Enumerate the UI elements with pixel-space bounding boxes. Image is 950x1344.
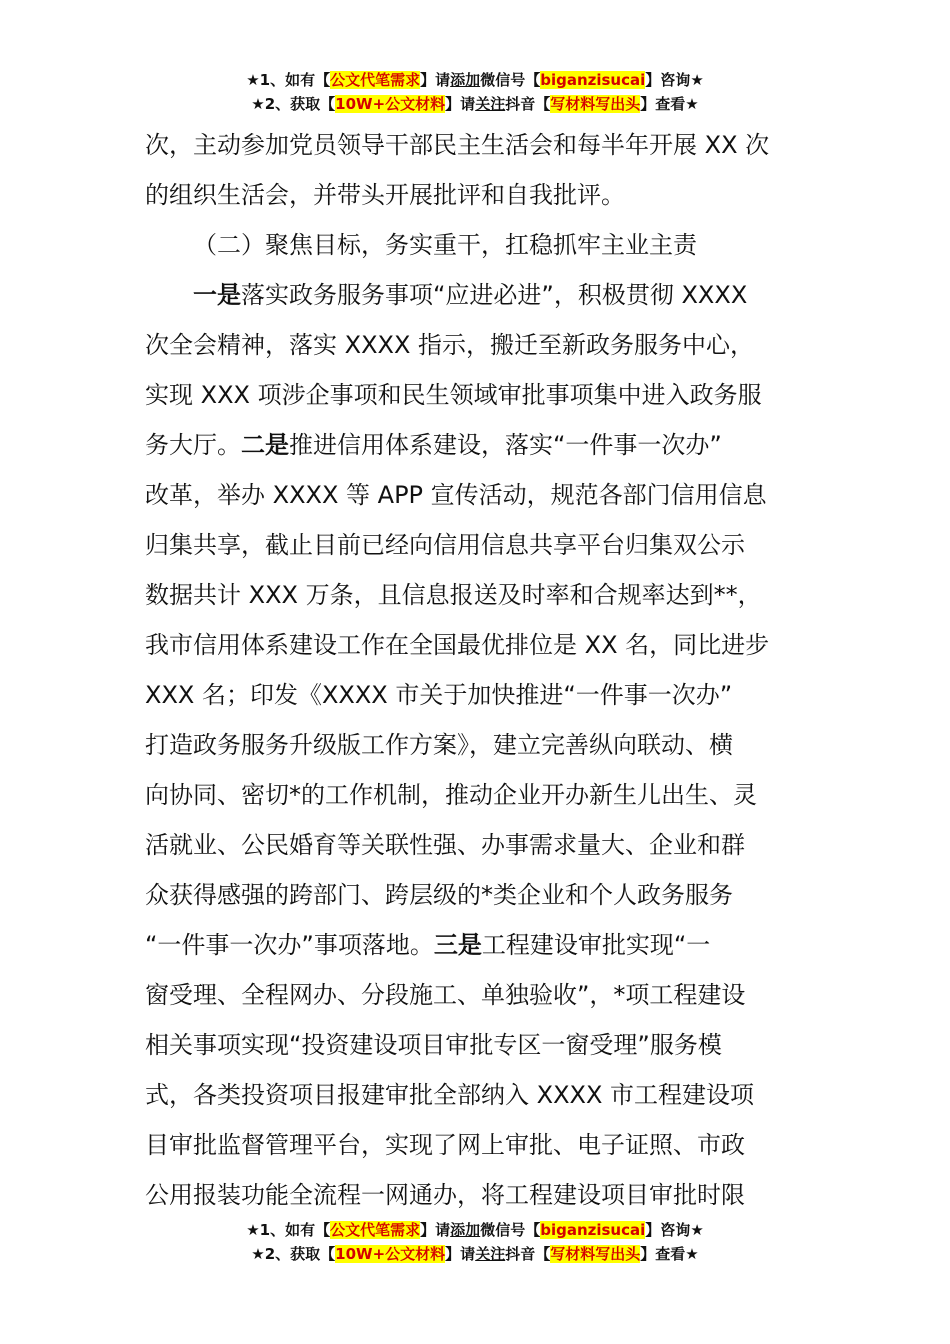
footer-banner-line-1 xyxy=(0,1218,950,1242)
header-banner-line-2 xyxy=(0,92,950,116)
body-line: 目审批监督管理平台，实现了网上审批、电子证照、市政 xyxy=(145,1131,745,1159)
footer-banner xyxy=(0,1218,950,1266)
bracket-right: 】 xyxy=(420,1221,436,1239)
body-line: 数据共计 XXX 万条，且信息报送及时率和合规率达到**， xyxy=(145,581,762,609)
body-line: 改革，举办 XXXX 等 APP 宣传活动，规范各部门信用信息 xyxy=(145,481,767,509)
body-line: 公用报装功能全流程一网通办，将工程建设项目审批时限 xyxy=(145,1181,745,1209)
body-line: 实现 XXX 项涉企事项和民生领域审批事项集中进入政务服 xyxy=(145,381,762,409)
highlight-douyin-account: 写材料写出头 xyxy=(550,95,641,113)
banner-suffix: 查看 xyxy=(655,1245,686,1263)
star-icon: ★ xyxy=(246,1221,260,1239)
body-line: 相关事项实现“投资建设项目审批专区一窗受理”服务模 xyxy=(145,1031,722,1059)
body-line: 归集共享，截止目前已经向信用信息共享平台归集双公示 xyxy=(145,531,745,559)
body-text: 工程建设审批实现“一 xyxy=(481,931,711,959)
banner-prefix: 2、获取 xyxy=(264,1245,321,1263)
highlight-wechat-id: biganzisucai xyxy=(540,71,646,89)
header-banner-line-1 xyxy=(0,68,950,92)
bracket-right: 】 xyxy=(445,95,461,113)
body-line: XXX 名；印发《XXXX 市关于加快推进“一件事一次办” xyxy=(145,681,733,709)
highlight-wechat-id: biganzisucai xyxy=(540,1221,646,1239)
highlight-douyin-account: 写材料写出头 xyxy=(550,1245,641,1263)
banner-text: 请 xyxy=(460,95,476,113)
banner-text: 请 xyxy=(435,1221,451,1239)
banner-text: 请 xyxy=(460,1245,476,1263)
bracket-left: 【 xyxy=(315,71,331,89)
bracket-right: 】 xyxy=(645,71,661,89)
star-icon: ★ xyxy=(685,95,699,113)
body-text: 务大厅。 xyxy=(145,431,241,459)
footer-banner-line-2 xyxy=(0,1242,950,1266)
bracket-left: 【 xyxy=(320,95,336,113)
banner-suffix: 查看 xyxy=(655,95,686,113)
body-line: 次，主动参加党员领导干部民主生活会和每半年开展 XX 次 xyxy=(145,131,770,159)
body-line: 活就业、公民婚育等关联性强、办事需求量大、企业和群 xyxy=(145,831,745,859)
item-marker: 一是 xyxy=(193,281,241,309)
body-line: 的组织生活会，并带头开展批评和自我批评。 xyxy=(145,181,625,209)
banner-text: 抖音 xyxy=(505,1245,536,1263)
star-icon: ★ xyxy=(685,1245,699,1263)
bracket-left: 【 xyxy=(525,71,541,89)
bracket-right: 】 xyxy=(640,95,656,113)
banner-suffix: 咨询 xyxy=(660,71,691,89)
body-line: 窗受理、全程网办、分段施工、单独验收”，*项工程建设 xyxy=(145,981,746,1009)
highlight-materials: 10W+公文材料 xyxy=(335,1245,446,1263)
body-text: 推进信用体系建设，落实“一件事一次办” xyxy=(289,431,722,459)
body-line xyxy=(145,930,710,960)
star-icon: ★ xyxy=(690,1221,704,1239)
banner-prefix: 1、如有 xyxy=(259,1221,316,1239)
banner-prefix: 1、如有 xyxy=(259,71,316,89)
bracket-right: 】 xyxy=(640,1245,656,1263)
body-text: “一件事一次办”事项落地。 xyxy=(145,931,434,959)
body-line: 次全会精神，落实 XXXX 指示，搬迁至新政务服务中心， xyxy=(145,331,755,359)
bracket-left: 【 xyxy=(320,1245,336,1263)
body-line: 式，各类投资项目报建审批全部纳入 XXXX 市工程建设项 xyxy=(145,1081,755,1109)
bracket-left: 【 xyxy=(535,95,551,113)
star-icon: ★ xyxy=(246,71,260,89)
body-line xyxy=(145,430,722,460)
bracket-right: 】 xyxy=(445,1245,461,1263)
body-text: 落实政务服务事项“应进必进”，积极贯彻 XXXX xyxy=(241,281,748,309)
banner-text: 微信号 xyxy=(480,71,526,89)
body-line: 打造政务服务升级版工作方案》，建立完善纵向联动、横 xyxy=(145,731,733,759)
bracket-left: 【 xyxy=(535,1245,551,1263)
bracket-right: 】 xyxy=(420,71,436,89)
banner-underlined: 关注 xyxy=(475,1245,506,1263)
banner-underlined: 添加 xyxy=(450,1221,481,1239)
bracket-left: 【 xyxy=(525,1221,541,1239)
banner-text: 微信号 xyxy=(480,1221,526,1239)
banner-prefix: 2、获取 xyxy=(264,95,321,113)
header-banner xyxy=(0,68,950,116)
star-icon: ★ xyxy=(251,95,265,113)
banner-suffix: 咨询 xyxy=(660,1221,691,1239)
section-heading: （二）聚焦目标，务实重干，扛稳抓牢主业主责 xyxy=(193,231,697,259)
item-marker: 二是 xyxy=(241,431,289,459)
bracket-left: 【 xyxy=(315,1221,331,1239)
banner-text: 抖音 xyxy=(505,95,536,113)
highlight-service: 公文代笔需求 xyxy=(330,1221,421,1239)
bracket-right: 】 xyxy=(645,1221,661,1239)
highlight-service: 公文代笔需求 xyxy=(330,71,421,89)
item-marker: 三是 xyxy=(433,931,482,959)
body-line: 我市信用体系建设工作在全国最优排位是 XX 名，同比进步 xyxy=(145,631,770,659)
highlight-materials: 10W+公文材料 xyxy=(335,95,446,113)
body-line xyxy=(193,280,747,310)
banner-text: 请 xyxy=(435,71,451,89)
body-line: 向协同、密切*的工作机制，推动企业开办新生儿出生、灵 xyxy=(145,781,757,809)
banner-underlined: 添加 xyxy=(450,71,481,89)
body-line: 众获得感强的跨部门、跨层级的*类企业和个人政务服务 xyxy=(145,881,733,909)
star-icon: ★ xyxy=(251,1245,265,1263)
star-icon: ★ xyxy=(690,71,704,89)
banner-underlined: 关注 xyxy=(475,95,506,113)
